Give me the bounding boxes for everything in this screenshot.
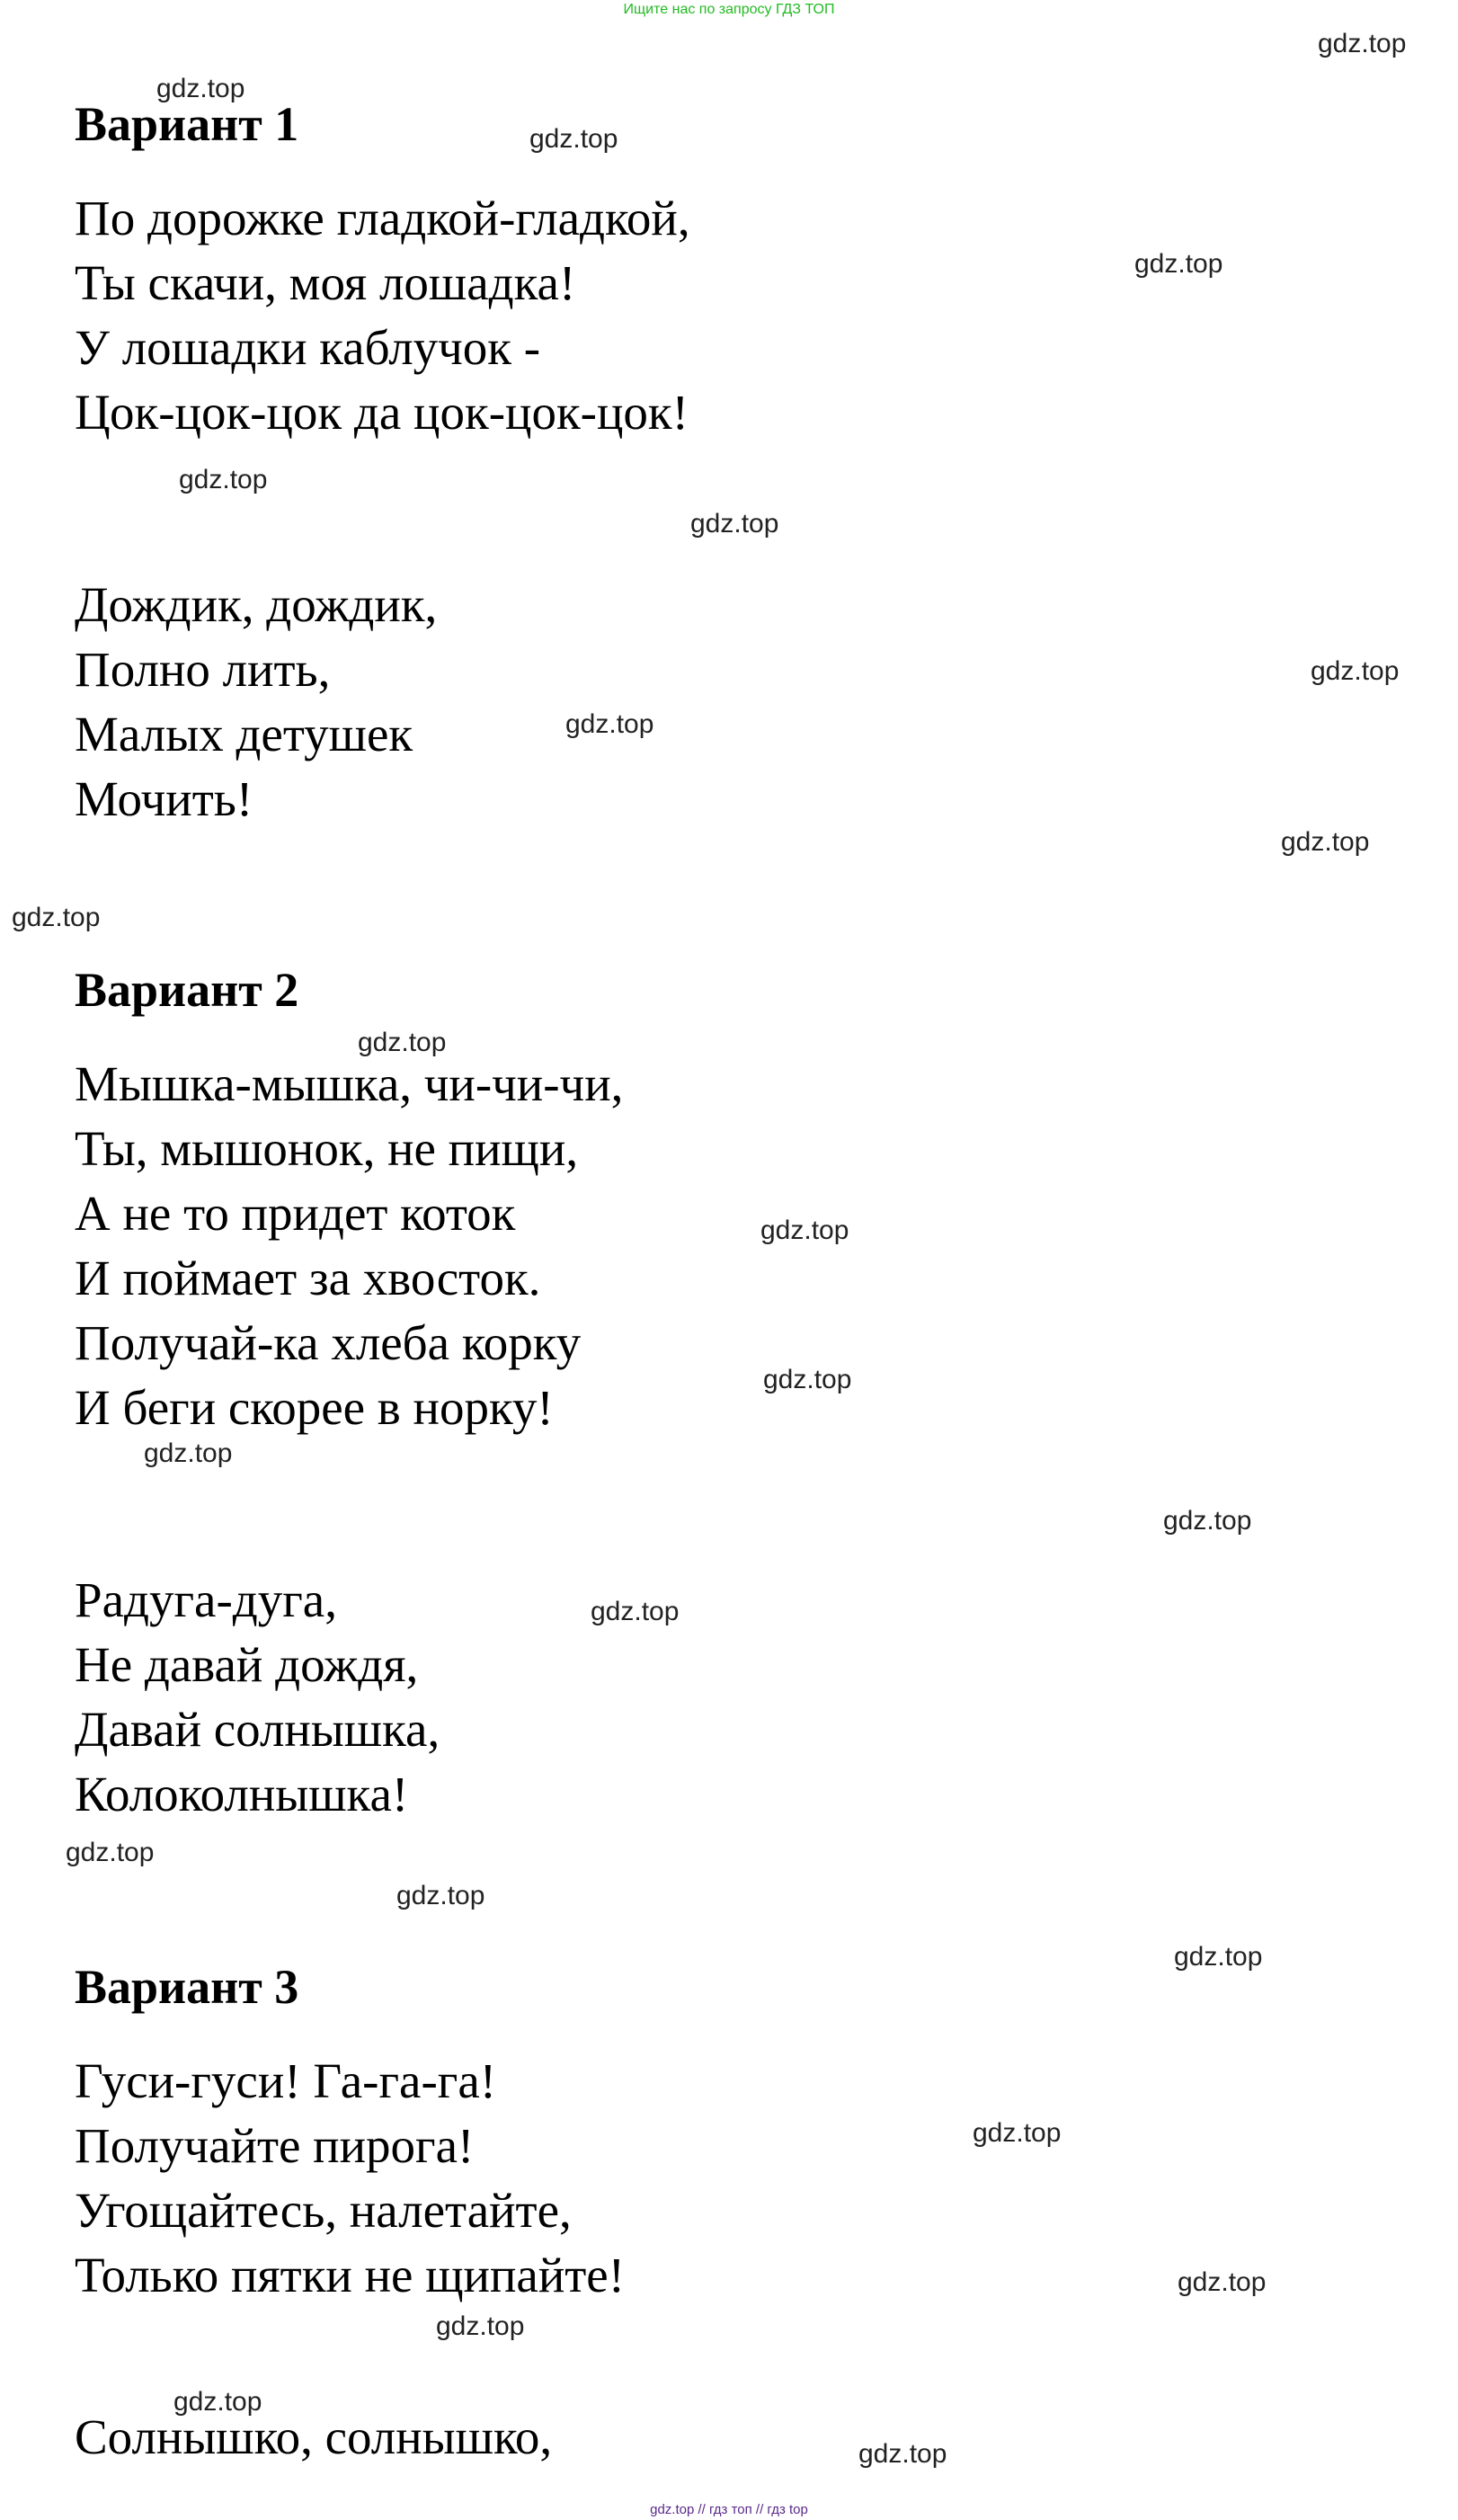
poem-line: И поймает за хвосток. [75, 1251, 541, 1305]
watermark: gdz.top [396, 1881, 485, 1910]
poem-line: Дождик, дождик, [75, 577, 438, 632]
watermark: gdz.top [156, 74, 245, 103]
poem-line: Малых детушек [75, 707, 413, 761]
watermark: gdz.top [973, 2118, 1062, 2148]
poem-line: По дорожке гладкой-гладкой, [75, 191, 690, 245]
watermark: gdz.top [1163, 1506, 1252, 1536]
watermark: gdz.top [179, 465, 268, 494]
poem-line: Цок-цок-цок да цок-цок-цок! [75, 385, 689, 440]
watermark: gdz.top [436, 2311, 525, 2341]
watermark: gdz.top [144, 1438, 233, 1468]
poem-line: Мышка-мышка, чи-чи-чи, [75, 1056, 624, 1111]
poem-line: И беги скорее в норку! [75, 1380, 554, 1435]
watermark: gdz.top [1178, 2267, 1267, 2297]
watermark: gdz.top [565, 709, 654, 739]
watermark: gdz.top [66, 1838, 155, 1867]
watermark: gdz.top [12, 903, 101, 932]
poem-line: Ты скачи, моя лошадка! [75, 255, 576, 310]
poem-line: Не давай дождя, [75, 1637, 419, 1692]
watermark: gdz.top [591, 1597, 680, 1626]
variant-3-poem-2 [75, 2405, 552, 2470]
variant-3-heading: Вариант 3 [75, 1960, 299, 2014]
watermark: gdz.top [858, 2439, 947, 2469]
top-banner: Ищите нас по запросу ГДЗ ТОП [623, 2, 835, 17]
variant-3-poem-1 [75, 2049, 625, 2308]
variant-1-heading: Вариант 1 [75, 97, 299, 151]
variant-1-poem-1 [75, 186, 690, 445]
watermark: gdz.top [1174, 1942, 1263, 1972]
poem-line: У лошадки каблучок - [75, 320, 541, 375]
watermark: gdz.top [760, 1215, 849, 1245]
poem-line: Только пятки не щипайте! [75, 2248, 626, 2302]
variant-2-poem-1 [75, 1052, 623, 1440]
watermark: gdz.top [690, 509, 779, 539]
poem-line: Ты, мышонок, не пищи, [75, 1121, 579, 1176]
poem-line: Солнышко, солнышко, [75, 2409, 553, 2464]
poem-line: Гуси-гуси! Га-га-га! [75, 2053, 497, 2108]
poem-line: Полно лить, [75, 642, 331, 697]
watermark: gdz.top [358, 1028, 447, 1057]
watermark: gdz.top [529, 124, 618, 154]
variant-2-heading: Вариант 2 [75, 963, 299, 1017]
watermark: gdz.top [173, 2387, 262, 2417]
poem-line: Получайте пирога! [75, 2118, 475, 2173]
watermark: gdz.top [1311, 656, 1400, 686]
footer-watermark: gdz.top // гдз топ // гдз top [650, 2502, 808, 2517]
watermark: gdz.top [1134, 249, 1223, 279]
variant-2-poem-2 [75, 1568, 440, 1827]
watermark: gdz.top [1281, 827, 1370, 857]
poem-line: Угощайтесь, налетайте, [75, 2183, 572, 2238]
watermark: gdz.top [763, 1365, 852, 1394]
poem-line: Колоколнышка! [75, 1767, 409, 1821]
poem-line: А не то придет коток [75, 1186, 516, 1241]
poem-line: Радуга-дуга, [75, 1572, 337, 1627]
variant-1-poem-2 [75, 573, 437, 832]
watermark: gdz.top [1318, 29, 1407, 58]
poem-line: Мочить! [75, 771, 253, 826]
poem-line: Получай-ка хлеба корку [75, 1315, 582, 1370]
poem-line: Давай солнышка, [75, 1702, 440, 1757]
